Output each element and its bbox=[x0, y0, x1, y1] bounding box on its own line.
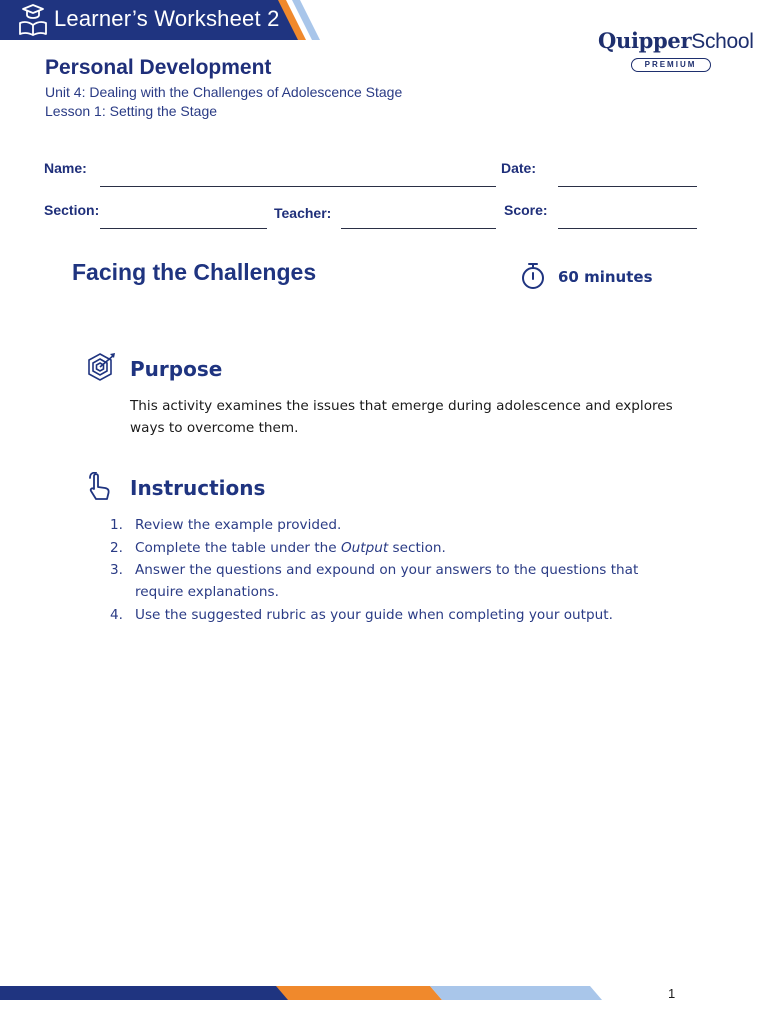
list-item bbox=[110, 537, 690, 559]
score-label: Score: bbox=[504, 202, 548, 218]
subject-title: Personal Development bbox=[45, 56, 272, 79]
instructions-heading: Instructions bbox=[130, 476, 266, 500]
student-reading-icon bbox=[16, 3, 50, 37]
footer-bar-dark bbox=[0, 986, 292, 1000]
activity-title: Facing the Challenges bbox=[72, 259, 317, 285]
unit-title: Unit 4: Dealing with the Challenges of Adolescence Stage bbox=[45, 84, 403, 100]
stopwatch-icon bbox=[520, 261, 546, 291]
footer-bar-light bbox=[430, 986, 602, 1000]
list-item bbox=[110, 604, 690, 626]
quipper-school-logo bbox=[598, 28, 754, 72]
brand-name-light: School bbox=[691, 30, 754, 53]
premium-badge: PREMIUM bbox=[631, 58, 711, 72]
brand-wordmark bbox=[598, 28, 754, 54]
section-field-line[interactable] bbox=[100, 228, 267, 229]
item-number: 1. bbox=[110, 517, 123, 533]
item-emphasis: Output bbox=[340, 539, 389, 556]
lesson-title: Lesson 1: Setting the Stage bbox=[45, 103, 218, 119]
worksheet-banner bbox=[0, 0, 320, 40]
teacher-label: Teacher: bbox=[274, 205, 332, 221]
teacher-field-line[interactable] bbox=[341, 228, 496, 229]
date-label: Date: bbox=[501, 160, 537, 176]
instructions-list bbox=[110, 514, 690, 626]
item-number: 2. bbox=[110, 539, 123, 556]
list-item bbox=[110, 514, 690, 536]
target-icon bbox=[86, 352, 118, 384]
date-field-line[interactable] bbox=[558, 186, 697, 187]
item-text: Use the suggested rubric as your guide when completing your output. bbox=[135, 606, 613, 623]
item-number: 4. bbox=[110, 606, 123, 623]
item-text: Review the example provided. bbox=[135, 517, 342, 533]
list-item bbox=[110, 559, 690, 603]
section-label: Section: bbox=[44, 202, 100, 218]
brand-name-bold: Quipper bbox=[598, 28, 692, 53]
footer-bar-orange bbox=[276, 986, 442, 1000]
score-field-line[interactable] bbox=[558, 228, 697, 229]
item-text-end: section. bbox=[388, 539, 446, 556]
purpose-heading: Purpose bbox=[130, 357, 223, 381]
name-field-line[interactable] bbox=[100, 186, 496, 187]
name-label: Name: bbox=[44, 160, 87, 176]
pointing-hand-icon bbox=[86, 472, 118, 504]
item-text: Complete the table under the bbox=[135, 539, 341, 556]
item-number: 3. bbox=[110, 562, 123, 578]
item-text: Answer the questions and expound on your answers to the questions that require explanations. bbox=[135, 562, 639, 600]
worksheet-title: Learner’s Worksheet 2 bbox=[54, 6, 280, 31]
purpose-text: This activity examines the issues that emerge during adolescence and explores ways to overcome them. bbox=[130, 398, 673, 436]
activity-duration: 60 minutes bbox=[558, 268, 653, 286]
page-number: 1 bbox=[668, 986, 676, 1001]
